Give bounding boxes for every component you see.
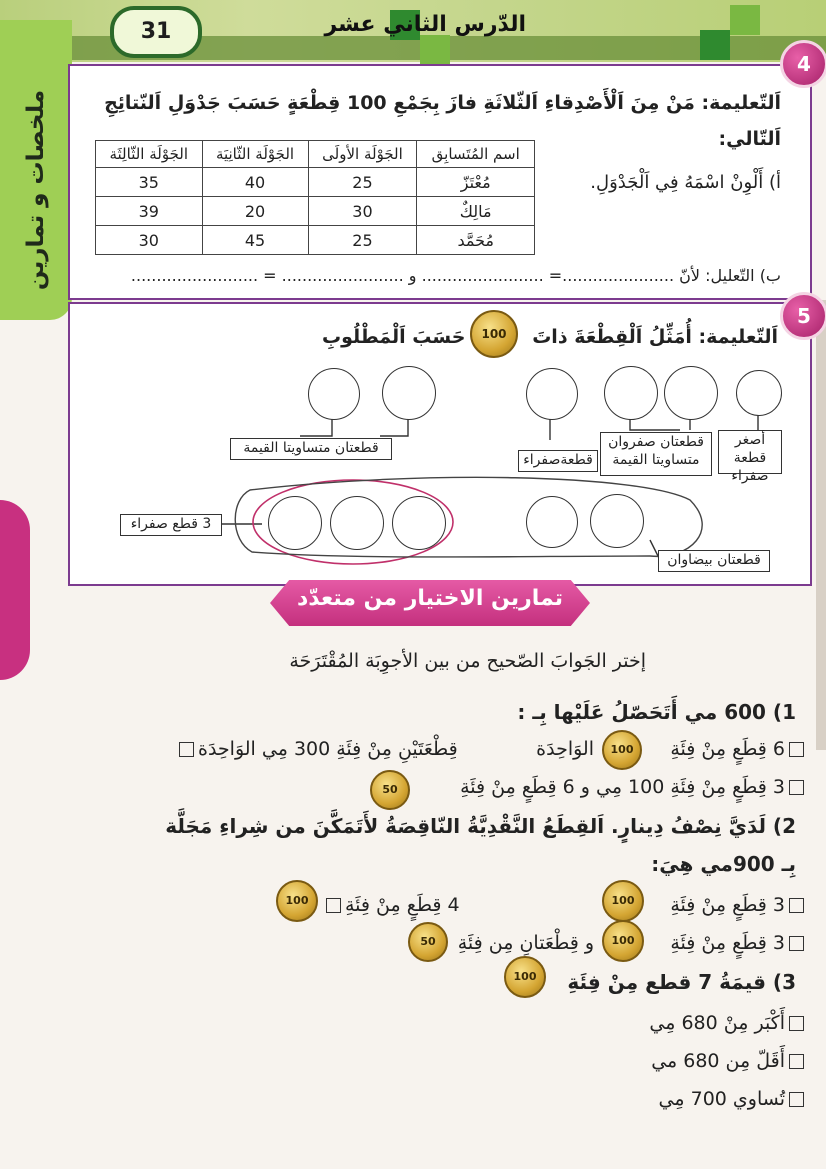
coin-slot[interactable]	[526, 368, 578, 420]
table-cell: 25	[308, 168, 417, 197]
checkbox[interactable]	[789, 1054, 804, 1069]
coin-icon: 100	[504, 956, 546, 998]
q2-option-1-text: 3 قِطَعٍ مِنْ فِئَةِ	[670, 894, 785, 916]
coin-slot[interactable]	[268, 496, 322, 550]
exercise-4-instruction: اَلتّعليمة: مَنْ مِنَ اَلْأَصْدِقاءِ اَلثّلاثَةِ فازَ بِجَمْعِ 100 قِطْعَةٍ حَسَبَ جَدْوَلِ اَلنّتائِجِ	[104, 92, 781, 114]
label-yellow-one: قطعةصفراء	[518, 450, 598, 472]
checkbox[interactable]	[789, 780, 804, 795]
table-cell: 30	[308, 197, 417, 226]
q2-option-3-text: 3 قِطَعٍ مِنْ فِئَةِ	[670, 932, 785, 954]
label-smallest-yellow: أصغر قطعة صفراء	[718, 430, 782, 474]
coin-icon: 100	[602, 730, 642, 770]
q2-option-1[interactable]	[670, 894, 808, 916]
q1-option-2-text: قِطْعَتَيْنِ مِنْ فِئَةِ 300 مِي الوَاحِدَة	[198, 738, 458, 760]
mc-prompt: إختر الجَوابَ الصّحيح من بين الأجوِبَة المُقْتَرَحَة	[289, 650, 646, 672]
coin-slot[interactable]	[526, 496, 578, 548]
checkbox[interactable]	[789, 1092, 804, 1107]
q3-option-3[interactable]	[659, 1088, 808, 1110]
checkbox[interactable]	[789, 1016, 804, 1031]
coin-icon: 100	[602, 880, 644, 922]
q1-option-2[interactable]	[175, 738, 458, 760]
q2-text: 2) لَدَيَّ نِصْفُ دِينارٍ. اَلقِطَعُ النَّقْدِيَّةُ النّاقِصَةُ لأَتَمَكَّنَ من شِراءِ مَجَلَّة	[165, 814, 796, 838]
coin-icon: 50	[370, 770, 410, 810]
coin-slot[interactable]	[330, 496, 384, 550]
col-header: الجَوْلَة الأولَى	[308, 141, 417, 168]
q1-option-1[interactable]	[670, 738, 808, 760]
exercise-5-instruction: اَلتّعليمة: أُمَثِّلُ اَلْقِطْعَةَ ذاتَ	[532, 326, 778, 348]
col-header: اسم المُتَسابِق	[417, 141, 535, 168]
coin-slot[interactable]	[604, 366, 658, 420]
side-label: ملخصات و تمارين	[23, 89, 49, 291]
q3-option-1-text: أَكْبَر مِنْ 680 مِي	[649, 1012, 785, 1034]
table-cell: 30	[96, 226, 203, 255]
q1-option-3-text: 3 قِطَعٍ مِنْ فِئَةِ 100 مِي و 6 قِطَعٍ مِنْ فِئَةِ	[460, 776, 785, 798]
checkbox[interactable]	[789, 742, 804, 757]
coin-slot[interactable]	[664, 366, 718, 420]
q3-option-2[interactable]	[651, 1050, 808, 1072]
exercise-5-instruction-end: حَسَبَ اَلْمَطْلُوبِ	[322, 326, 466, 348]
coin-icon: 100	[470, 310, 518, 358]
q1-option-1-end: الوَاحِدَة	[536, 738, 594, 760]
lesson-title: الدّرس الثاني عشر	[324, 12, 526, 37]
table-cell: 20	[202, 197, 308, 226]
q2-option-2[interactable]	[322, 894, 460, 916]
coin-slot[interactable]	[590, 494, 644, 548]
q1-option-3[interactable]	[460, 776, 808, 798]
coin-slot[interactable]	[392, 496, 446, 550]
q2-option-3-mid: و قِطْعَتانِ مِن فِئَةِ	[457, 932, 594, 954]
exercise-4-part-a: أ) أَلْوِنْ اسْمَهُ فِي اَلْجَدْوَلِ.	[590, 172, 781, 193]
coin-icon: 50	[408, 922, 448, 962]
table-cell[interactable]: مُعْتَزّ	[417, 168, 535, 197]
table-cell: 35	[96, 168, 203, 197]
exercise-4-instruction-cont: اَلتّالي:	[718, 128, 781, 150]
table-cell: 45	[202, 226, 308, 255]
coin-icon: 100	[276, 880, 318, 922]
q3-option-2-text: أَقَلّ مِن 680 مي	[651, 1050, 785, 1072]
checkbox[interactable]	[326, 898, 341, 913]
coin-slot[interactable]	[382, 366, 436, 420]
label-three-yellow: 3 قطع صفراء	[120, 514, 222, 536]
checkbox[interactable]	[789, 936, 804, 951]
mc-title: تمارين الاختيار من متعدّد	[296, 586, 564, 611]
label-two-white: قطعتان بيضاوان	[658, 550, 770, 572]
col-header: الجَوْلَة الثّالِثَة	[96, 141, 203, 168]
label-equal-two: قطعتان متساويتا القيمة	[230, 438, 392, 460]
checkbox[interactable]	[179, 742, 194, 757]
coin-slot[interactable]	[736, 370, 782, 416]
table-cell: 39	[96, 197, 203, 226]
exercise-4-badge: 4	[780, 40, 826, 88]
q3-option-1[interactable]	[649, 1012, 808, 1034]
label-two-yellow-equal: قطعتان صفروان متساويتا القيمة	[600, 432, 712, 476]
table-cell: 25	[308, 226, 417, 255]
table-cell: 40	[202, 168, 308, 197]
q1-option-1-text: 6 قِطَعٍ مِنْ فِئَةِ	[670, 738, 785, 760]
page-number: 31	[110, 6, 202, 58]
coin-icon: 100	[602, 920, 644, 962]
table-cell[interactable]: مَالِكٌ	[417, 197, 535, 226]
checkbox[interactable]	[789, 898, 804, 913]
exercise-5-badge: 5	[780, 292, 826, 340]
q2-text-cont: بِـ 900مي هِيَ:	[651, 852, 796, 876]
q1-text: 1) 600 مي أَتَحَصّلُ عَلَيْها بِـ :	[517, 700, 796, 724]
q2-option-3[interactable]	[670, 932, 808, 954]
col-header: الجَوْلَة الثّانِيَة	[202, 141, 308, 168]
q3-option-3-text: تُساوي 700 مِي	[658, 1088, 785, 1110]
coin-slot[interactable]	[308, 368, 360, 420]
exercise-4-part-b[interactable]: ب) التّعليل: لأنّ ......................= ........................ و ........................ = .........................	[130, 266, 781, 285]
q2-option-2-text: 4 قِطَعٍ مِنْ فِئَةِ	[345, 894, 460, 916]
q3-text: 3) قيمَةُ 7 قطع مِنْ فِئَةِ	[567, 970, 796, 994]
table-cell[interactable]: مُحَمَّد	[417, 226, 535, 255]
